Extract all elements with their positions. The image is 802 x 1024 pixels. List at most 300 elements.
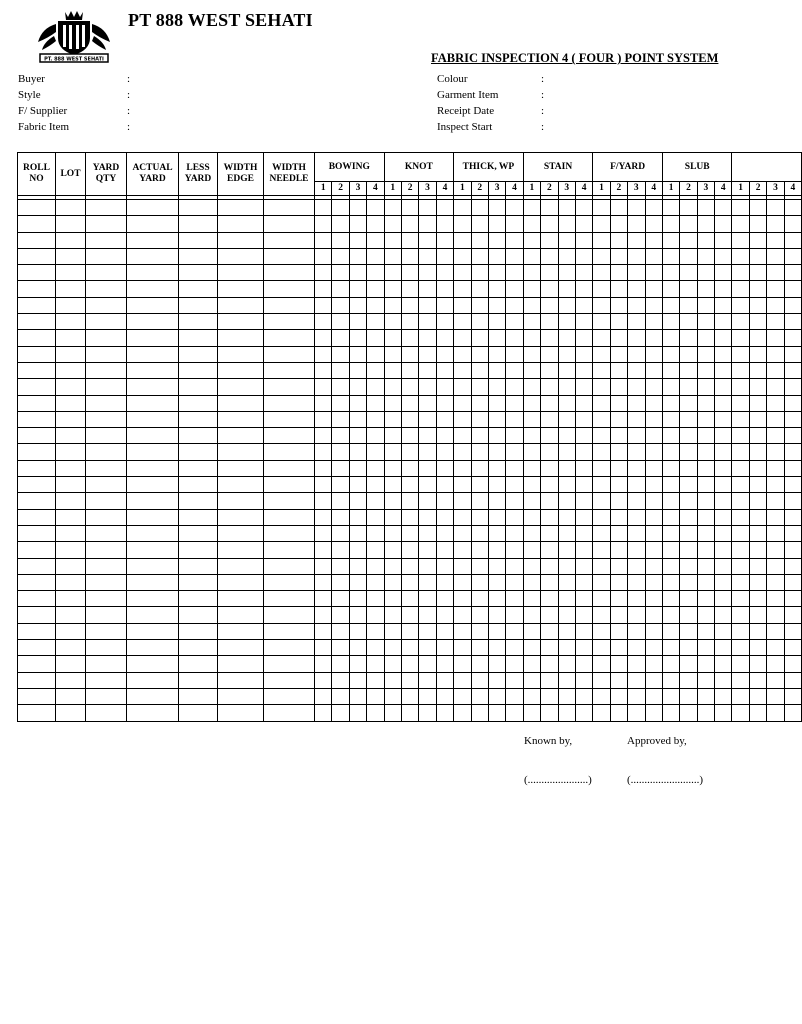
table-cell[interactable] (127, 428, 179, 444)
table-cell[interactable] (767, 346, 784, 362)
table-cell[interactable] (384, 607, 401, 623)
table-cell[interactable] (593, 297, 610, 313)
table-cell[interactable] (264, 574, 315, 590)
table-cell[interactable] (332, 623, 349, 639)
table-cell[interactable] (697, 558, 714, 574)
table-cell[interactable] (523, 281, 540, 297)
table-cell[interactable] (367, 216, 384, 232)
table-cell[interactable] (471, 216, 488, 232)
table-cell[interactable] (610, 591, 627, 607)
table-cell[interactable] (715, 330, 732, 346)
table-cell[interactable] (419, 493, 436, 509)
table-cell[interactable] (179, 248, 218, 264)
table-cell[interactable] (506, 525, 523, 541)
table-cell[interactable] (56, 558, 86, 574)
table-cell[interactable] (593, 395, 610, 411)
table-cell[interactable] (436, 542, 453, 558)
table-cell[interactable] (218, 591, 264, 607)
table-cell[interactable] (645, 558, 662, 574)
table-cell[interactable] (784, 623, 801, 639)
table-cell[interactable] (523, 362, 540, 378)
table-cell[interactable] (367, 591, 384, 607)
table-cell[interactable] (18, 477, 56, 493)
table-cell[interactable] (127, 640, 179, 656)
table-cell[interactable] (471, 591, 488, 607)
table-cell[interactable] (18, 574, 56, 590)
table-cell[interactable] (127, 656, 179, 672)
table-cell[interactable] (645, 428, 662, 444)
table-cell[interactable] (18, 297, 56, 313)
table-cell[interactable] (264, 200, 315, 216)
table-cell[interactable] (18, 216, 56, 232)
table-cell[interactable] (454, 509, 471, 525)
table-cell[interactable] (749, 623, 766, 639)
table-cell[interactable] (264, 477, 315, 493)
table-cell[interactable] (715, 281, 732, 297)
table-cell[interactable] (18, 607, 56, 623)
table-cell[interactable] (697, 705, 714, 721)
table-cell[interactable] (401, 542, 418, 558)
table-cell[interactable] (662, 232, 679, 248)
table-cell[interactable] (575, 574, 592, 590)
table-cell[interactable] (86, 346, 127, 362)
table-cell[interactable] (332, 411, 349, 427)
table-cell[interactable] (715, 379, 732, 395)
table-cell[interactable] (218, 216, 264, 232)
table-cell[interactable] (558, 477, 575, 493)
table-cell[interactable] (315, 607, 332, 623)
table-cell[interactable] (610, 346, 627, 362)
table-cell[interactable] (767, 232, 784, 248)
table-cell[interactable] (384, 362, 401, 378)
table-cell[interactable] (349, 542, 366, 558)
table-cell[interactable] (662, 281, 679, 297)
table-cell[interactable] (488, 200, 505, 216)
table-cell[interactable] (86, 314, 127, 330)
table-cell[interactable] (384, 542, 401, 558)
table-cell[interactable] (575, 346, 592, 362)
table-cell[interactable] (367, 444, 384, 460)
table-cell[interactable] (332, 460, 349, 476)
table-cell[interactable] (767, 200, 784, 216)
table-cell[interactable] (264, 411, 315, 427)
table-cell[interactable] (471, 623, 488, 639)
table-cell[interactable] (401, 281, 418, 297)
table-cell[interactable] (628, 216, 645, 232)
table-cell[interactable] (18, 248, 56, 264)
table-cell[interactable] (454, 477, 471, 493)
table-cell[interactable] (419, 379, 436, 395)
table-cell[interactable] (471, 330, 488, 346)
table-cell[interactable] (662, 297, 679, 313)
table-cell[interactable] (610, 248, 627, 264)
table-cell[interactable] (367, 314, 384, 330)
table-cell[interactable] (367, 542, 384, 558)
table-cell[interactable] (541, 232, 558, 248)
table-cell[interactable] (436, 362, 453, 378)
table-cell[interactable] (18, 640, 56, 656)
table-cell[interactable] (749, 428, 766, 444)
table-cell[interactable] (680, 525, 697, 541)
table-cell[interactable] (662, 200, 679, 216)
table-cell[interactable] (488, 232, 505, 248)
table-cell[interactable] (767, 509, 784, 525)
table-cell[interactable] (767, 672, 784, 688)
table-cell[interactable] (680, 493, 697, 509)
table-cell[interactable] (488, 591, 505, 607)
table-cell[interactable] (645, 411, 662, 427)
table-cell[interactable] (715, 428, 732, 444)
table-cell[interactable] (401, 623, 418, 639)
table-cell[interactable] (506, 591, 523, 607)
table-cell[interactable] (349, 216, 366, 232)
table-cell[interactable] (697, 265, 714, 281)
table-cell[interactable] (715, 656, 732, 672)
table-cell[interactable] (715, 509, 732, 525)
table-cell[interactable] (179, 558, 218, 574)
table-cell[interactable] (645, 460, 662, 476)
table-cell[interactable] (471, 558, 488, 574)
table-cell[interactable] (488, 607, 505, 623)
table-cell[interactable] (454, 574, 471, 590)
table-cell[interactable] (332, 379, 349, 395)
table-cell[interactable] (454, 314, 471, 330)
table-cell[interactable] (488, 314, 505, 330)
table-cell[interactable] (86, 265, 127, 281)
table-cell[interactable] (384, 411, 401, 427)
table-cell[interactable] (523, 705, 540, 721)
table-cell[interactable] (419, 297, 436, 313)
table-cell[interactable] (488, 525, 505, 541)
table-cell[interactable] (558, 444, 575, 460)
table-cell[interactable] (384, 444, 401, 460)
table-cell[interactable] (523, 493, 540, 509)
table-cell[interactable] (454, 362, 471, 378)
table-cell[interactable] (401, 640, 418, 656)
table-cell[interactable] (367, 200, 384, 216)
table-cell[interactable] (436, 477, 453, 493)
table-cell[interactable] (367, 509, 384, 525)
table-cell[interactable] (419, 623, 436, 639)
table-cell[interactable] (218, 428, 264, 444)
table-cell[interactable] (488, 640, 505, 656)
table-cell[interactable] (593, 314, 610, 330)
table-cell[interactable] (471, 477, 488, 493)
table-cell[interactable] (471, 574, 488, 590)
table-cell[interactable] (488, 542, 505, 558)
table-cell[interactable] (662, 640, 679, 656)
table-cell[interactable] (436, 525, 453, 541)
table-cell[interactable] (784, 362, 801, 378)
table-cell[interactable] (523, 411, 540, 427)
table-cell[interactable] (488, 705, 505, 721)
table-cell[interactable] (332, 395, 349, 411)
table-cell[interactable] (575, 297, 592, 313)
table-cell[interactable] (715, 591, 732, 607)
table-cell[interactable] (436, 346, 453, 362)
table-cell[interactable] (86, 525, 127, 541)
table-cell[interactable] (610, 362, 627, 378)
table-cell[interactable] (18, 705, 56, 721)
table-cell[interactable] (349, 623, 366, 639)
table-cell[interactable] (315, 558, 332, 574)
table-cell[interactable] (86, 411, 127, 427)
table-cell[interactable] (367, 330, 384, 346)
table-cell[interactable] (218, 346, 264, 362)
table-cell[interactable] (127, 330, 179, 346)
table-cell[interactable] (662, 493, 679, 509)
table-cell[interactable] (127, 525, 179, 541)
table-cell[interactable] (523, 640, 540, 656)
table-cell[interactable] (127, 591, 179, 607)
table-cell[interactable] (419, 444, 436, 460)
table-cell[interactable] (610, 493, 627, 509)
table-cell[interactable] (367, 248, 384, 264)
table-cell[interactable] (18, 362, 56, 378)
table-cell[interactable] (645, 297, 662, 313)
table-cell[interactable] (436, 248, 453, 264)
table-cell[interactable] (332, 542, 349, 558)
table-cell[interactable] (558, 362, 575, 378)
table-cell[interactable] (454, 525, 471, 541)
table-cell[interactable] (86, 509, 127, 525)
table-cell[interactable] (541, 379, 558, 395)
table-cell[interactable] (541, 265, 558, 281)
table-cell[interactable] (610, 297, 627, 313)
table-cell[interactable] (419, 525, 436, 541)
table-cell[interactable] (523, 558, 540, 574)
table-cell[interactable] (471, 640, 488, 656)
table-cell[interactable] (436, 460, 453, 476)
table-cell[interactable] (645, 477, 662, 493)
table-cell[interactable] (56, 281, 86, 297)
table-cell[interactable] (401, 395, 418, 411)
table-cell[interactable] (784, 558, 801, 574)
table-cell[interactable] (488, 265, 505, 281)
table-cell[interactable] (218, 672, 264, 688)
table-cell[interactable] (610, 672, 627, 688)
table-cell[interactable] (506, 444, 523, 460)
table-cell[interactable] (662, 672, 679, 688)
table-cell[interactable] (662, 460, 679, 476)
table-cell[interactable] (645, 591, 662, 607)
table-cell[interactable] (401, 248, 418, 264)
table-cell[interactable] (506, 705, 523, 721)
table-cell[interactable] (662, 362, 679, 378)
table-cell[interactable] (86, 330, 127, 346)
table-cell[interactable] (767, 281, 784, 297)
table-cell[interactable] (662, 477, 679, 493)
table-cell[interactable] (471, 525, 488, 541)
table-cell[interactable] (575, 656, 592, 672)
table-cell[interactable] (662, 314, 679, 330)
table-cell[interactable] (488, 346, 505, 362)
table-cell[interactable] (419, 591, 436, 607)
table-cell[interactable] (732, 542, 749, 558)
table-cell[interactable] (401, 200, 418, 216)
table-cell[interactable] (367, 493, 384, 509)
table-cell[interactable] (697, 314, 714, 330)
table-cell[interactable] (264, 297, 315, 313)
table-cell[interactable] (628, 265, 645, 281)
table-cell[interactable] (86, 558, 127, 574)
table-cell[interactable] (645, 314, 662, 330)
table-cell[interactable] (315, 640, 332, 656)
table-cell[interactable] (697, 525, 714, 541)
table-cell[interactable] (593, 591, 610, 607)
table-cell[interactable] (662, 428, 679, 444)
table-cell[interactable] (179, 428, 218, 444)
table-cell[interactable] (749, 411, 766, 427)
table-cell[interactable] (697, 346, 714, 362)
table-cell[interactable] (662, 591, 679, 607)
table-cell[interactable] (349, 477, 366, 493)
table-cell[interactable] (628, 395, 645, 411)
table-cell[interactable] (541, 591, 558, 607)
table-cell[interactable] (523, 395, 540, 411)
table-cell[interactable] (18, 591, 56, 607)
table-cell[interactable] (218, 688, 264, 704)
table-cell[interactable] (610, 542, 627, 558)
table-cell[interactable] (419, 460, 436, 476)
table-cell[interactable] (367, 379, 384, 395)
table-cell[interactable] (628, 444, 645, 460)
table-cell[interactable] (454, 460, 471, 476)
table-cell[interactable] (56, 395, 86, 411)
table-cell[interactable] (662, 248, 679, 264)
table-cell[interactable] (732, 591, 749, 607)
table-cell[interactable] (86, 460, 127, 476)
table-cell[interactable] (680, 395, 697, 411)
table-cell[interactable] (767, 574, 784, 590)
table-cell[interactable] (662, 558, 679, 574)
table-cell[interactable] (436, 379, 453, 395)
table-cell[interactable] (401, 362, 418, 378)
table-cell[interactable] (349, 379, 366, 395)
table-cell[interactable] (488, 216, 505, 232)
table-cell[interactable] (628, 640, 645, 656)
table-cell[interactable] (680, 591, 697, 607)
table-cell[interactable] (218, 607, 264, 623)
table-cell[interactable] (610, 558, 627, 574)
table-cell[interactable] (575, 623, 592, 639)
table-cell[interactable] (541, 395, 558, 411)
table-cell[interactable] (86, 200, 127, 216)
table-cell[interactable] (628, 428, 645, 444)
table-cell[interactable] (367, 656, 384, 672)
table-cell[interactable] (179, 493, 218, 509)
table-cell[interactable] (218, 705, 264, 721)
table-cell[interactable] (645, 688, 662, 704)
table-cell[interactable] (401, 346, 418, 362)
table-cell[interactable] (593, 216, 610, 232)
table-cell[interactable] (86, 705, 127, 721)
table-cell[interactable] (767, 640, 784, 656)
table-cell[interactable] (18, 395, 56, 411)
table-cell[interactable] (645, 362, 662, 378)
table-cell[interactable] (218, 656, 264, 672)
table-cell[interactable] (784, 297, 801, 313)
table-cell[interactable] (179, 688, 218, 704)
table-cell[interactable] (218, 493, 264, 509)
table-cell[interactable] (18, 281, 56, 297)
table-cell[interactable] (218, 362, 264, 378)
table-cell[interactable] (315, 265, 332, 281)
table-cell[interactable] (645, 574, 662, 590)
table-cell[interactable] (18, 346, 56, 362)
table-cell[interactable] (593, 362, 610, 378)
table-cell[interactable] (680, 705, 697, 721)
table-cell[interactable] (506, 574, 523, 590)
table-cell[interactable] (715, 395, 732, 411)
table-cell[interactable] (558, 265, 575, 281)
table-cell[interactable] (401, 428, 418, 444)
table-cell[interactable] (315, 216, 332, 232)
table-cell[interactable] (18, 460, 56, 476)
table-cell[interactable] (523, 297, 540, 313)
table-cell[interactable] (523, 200, 540, 216)
table-cell[interactable] (488, 672, 505, 688)
table-cell[interactable] (332, 591, 349, 607)
table-cell[interactable] (18, 330, 56, 346)
table-cell[interactable] (367, 460, 384, 476)
table-cell[interactable] (593, 411, 610, 427)
table-cell[interactable] (315, 411, 332, 427)
table-cell[interactable] (218, 200, 264, 216)
table-cell[interactable] (179, 509, 218, 525)
table-cell[interactable] (384, 509, 401, 525)
table-cell[interactable] (264, 346, 315, 362)
table-cell[interactable] (732, 705, 749, 721)
table-cell[interactable] (784, 656, 801, 672)
table-cell[interactable] (454, 411, 471, 427)
table-cell[interactable] (315, 525, 332, 541)
table-cell[interactable] (349, 525, 366, 541)
table-cell[interactable] (471, 542, 488, 558)
table-cell[interactable] (784, 379, 801, 395)
table-cell[interactable] (541, 200, 558, 216)
table-cell[interactable] (697, 428, 714, 444)
table-cell[interactable] (401, 232, 418, 248)
table-cell[interactable] (715, 411, 732, 427)
table-cell[interactable] (401, 705, 418, 721)
table-cell[interactable] (732, 640, 749, 656)
table-cell[interactable] (784, 672, 801, 688)
table-cell[interactable] (384, 591, 401, 607)
table-cell[interactable] (454, 281, 471, 297)
table-cell[interactable] (558, 640, 575, 656)
table-cell[interactable] (471, 509, 488, 525)
table-cell[interactable] (349, 314, 366, 330)
table-cell[interactable] (401, 444, 418, 460)
table-cell[interactable] (575, 265, 592, 281)
table-cell[interactable] (558, 705, 575, 721)
table-cell[interactable] (575, 200, 592, 216)
table-cell[interactable] (506, 297, 523, 313)
table-cell[interactable] (541, 493, 558, 509)
table-cell[interactable] (384, 623, 401, 639)
table-cell[interactable] (127, 558, 179, 574)
table-cell[interactable] (419, 265, 436, 281)
table-cell[interactable] (332, 248, 349, 264)
table-cell[interactable] (218, 477, 264, 493)
table-cell[interactable] (419, 672, 436, 688)
table-cell[interactable] (127, 705, 179, 721)
table-cell[interactable] (179, 411, 218, 427)
table-cell[interactable] (628, 314, 645, 330)
table-cell[interactable] (127, 477, 179, 493)
table-cell[interactable] (349, 493, 366, 509)
